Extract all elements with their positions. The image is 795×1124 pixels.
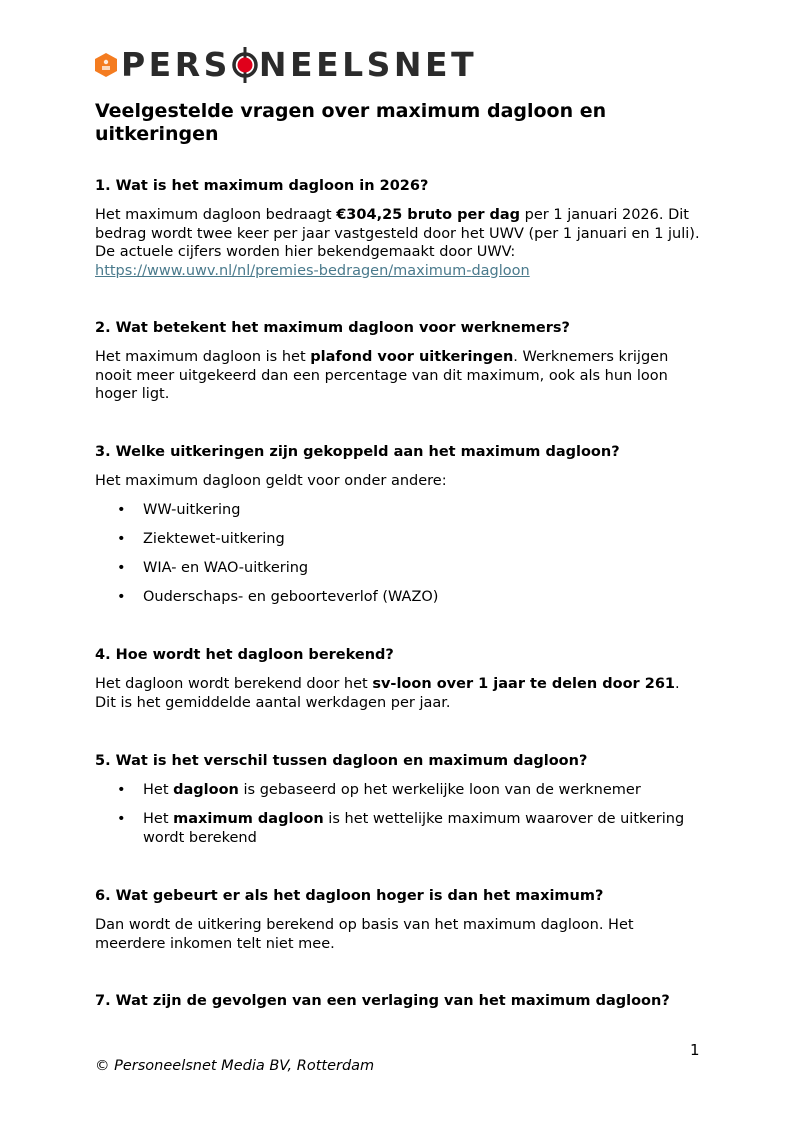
hexagon-badge-icon (95, 53, 117, 77)
personeelsnet-logo (95, 47, 477, 83)
question-3: 3. Welke uitkeringen zijn gekoppeld aan het maximum dagloon? (95, 444, 620, 460)
difference-list (95, 781, 705, 847)
answer-3-intro: Het maximum dagloon geldt voor onder andere: (95, 473, 447, 489)
list-item: • Het dagloon is gebaseerd op het werkelijke loon van de werknemer (117, 782, 641, 798)
question-2: 2. Wat betekent het maximum dagloon voor werknemers? (95, 320, 570, 336)
question-7: 7. Wat zijn de gevolgen van een verlaging van het maximum dagloon? (95, 993, 670, 1009)
question-4: 4. Hoe wordt het dagloon berekend? (95, 647, 394, 663)
benefits-list (95, 501, 705, 607)
logo-text-end: NEELSNET (258, 45, 478, 84)
uwv-link[interactable]: https://www.uwv.nl/nl/premies-bedragen/maximum-dagloon (95, 262, 530, 279)
answer-1: Het maximum dagloon bedraagt €304,25 bruto per dag per 1 januari 2026. Dit bedrag wordt twee keer per jaar vastgesteld door het UWV (per 1 januari en 1 juli). De actuele cijfers worden hier bekendgemaakt door UWV: https://www.uwv.nl/nl/premies-bedragen/maximum-dagloon (95, 207, 700, 279)
list-item: • Het maximum dagloon is het wettelijke maximum waarover de uitkering wordt berekend (117, 811, 685, 846)
page-number: 1 (690, 1041, 700, 1059)
list-item: • WIA- en WAO-uitkering (117, 560, 309, 576)
answer-4: Het dagloon wordt berekend door het sv-loon over 1 jaar te delen door 261. Dit is het gemiddelde aantal werkdagen per jaar. (95, 676, 680, 711)
document-title: Veelgestelde vragen over maximum dagloon en uitkeringen (95, 100, 607, 145)
list-item: • Ouderschaps- en geboorteverlof (WAZO) (117, 589, 439, 605)
list-item: • Ziektewet-uitkering (117, 531, 285, 547)
question-1: 1. Wat is het maximum dagloon in 2026? (95, 178, 429, 194)
target-o-icon (232, 47, 258, 83)
answer-2: Het maximum dagloon is het plafond voor uitkeringen. Werknemers krijgen nooit meer uitgekeerd dan een percentage van dit maximum, ook als hun loon hoger ligt. (95, 349, 669, 402)
logo-text-start: PERS (121, 45, 231, 84)
question-5: 5. Wat is het verschil tussen dagloon en maximum dagloon? (95, 753, 588, 769)
list-item: • WW-uitkering (117, 502, 241, 518)
question-6: 6. Wat gebeurt er als het dagloon hoger is dan het maximum? (95, 888, 604, 904)
footer-copyright: © Personeelsnet Media BV, Rotterdam (95, 1058, 375, 1074)
answer-6: Dan wordt de uitkering berekend op basis van het maximum dagloon. Het meerdere inkomen telt niet mee. (95, 917, 634, 952)
